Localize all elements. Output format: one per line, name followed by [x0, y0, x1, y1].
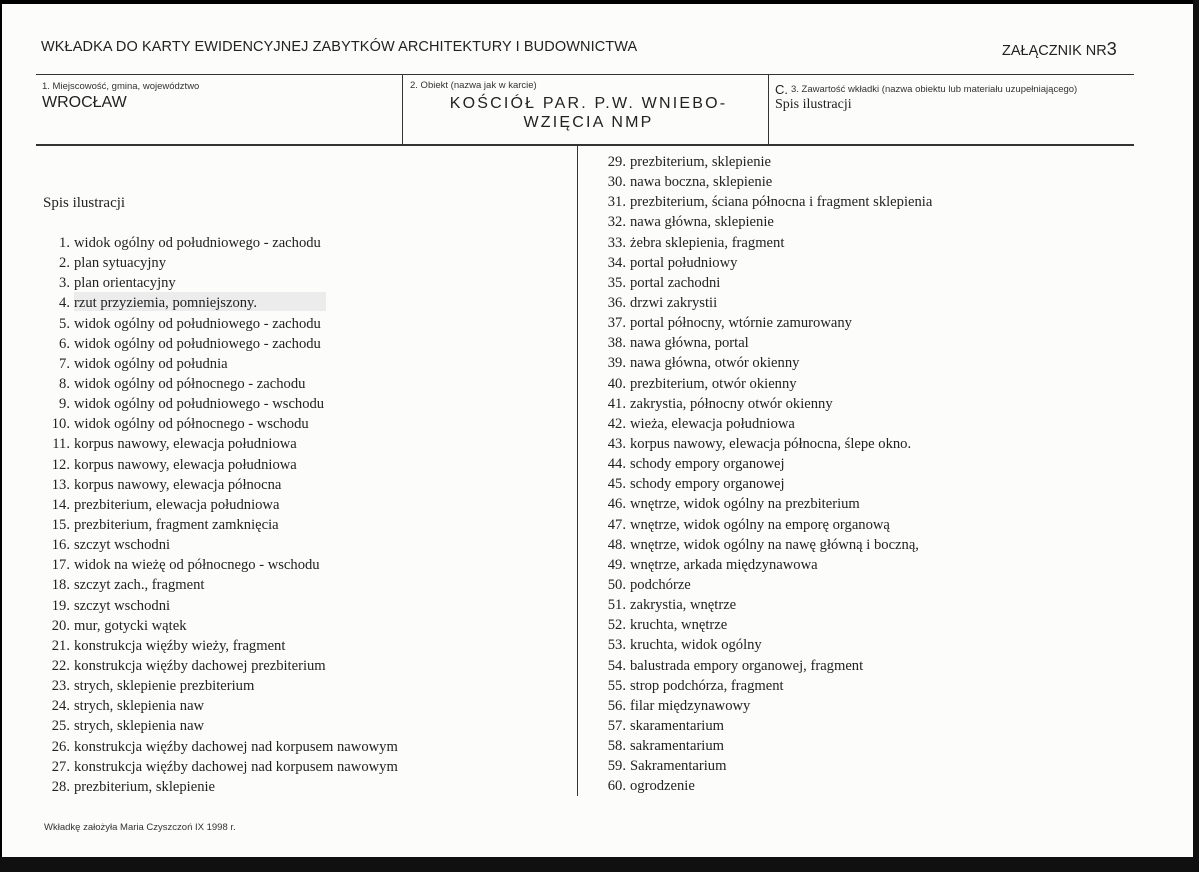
list-item — [596, 716, 932, 736]
item-text: widok ogólny od północnego - zachodu — [74, 375, 306, 392]
item-text: skaramentarium — [630, 717, 725, 734]
item-text: prezbiterium, fragment zamknięcia — [74, 516, 279, 533]
item-number: 60. — [607, 778, 626, 795]
list-item — [40, 596, 398, 616]
scan-border-right — [1193, 0, 1199, 872]
item-number: 46. — [607, 496, 626, 513]
list-item — [596, 515, 932, 535]
contents-label: 3. Zawartość wkładki (nazwa obiektu lub materiału uzupełniającego) — [791, 84, 1078, 95]
item-text: nawa główna, sklepienie — [630, 214, 774, 231]
item-number: 36. — [607, 294, 626, 311]
list-item — [40, 394, 398, 414]
object-value: KOŚCIÓŁ PAR. P.W. WNIEBO- WZIĘCIA NMP — [449, 95, 728, 131]
item-text: balustrada empory organowej, fragment — [630, 657, 864, 674]
contents-prefix: C. — [775, 82, 788, 97]
contents-value: Spis ilustracji — [775, 97, 852, 112]
list-item — [40, 334, 398, 354]
item-number: 27. — [51, 758, 70, 775]
item-text: wnętrze, widok ogólny na emporę organową — [630, 516, 890, 533]
item-number: 48. — [607, 536, 626, 553]
item-number: 17. — [51, 557, 70, 574]
item-number: 25. — [51, 718, 70, 735]
item-text: konstrukcja więźby dachowej nad korpusem nawowym — [74, 758, 398, 775]
header-top-rule — [36, 74, 1134, 75]
list-item — [40, 515, 398, 535]
item-number: 45. — [607, 476, 626, 493]
item-text: konstrukcja więźby dachowej nad korpusem nawowym — [74, 738, 398, 755]
list-item — [40, 676, 398, 696]
item-number: 24. — [51, 698, 70, 715]
list-item — [596, 253, 932, 273]
list-item — [596, 555, 932, 575]
item-number: 57. — [607, 717, 626, 734]
item-number: 3. — [59, 275, 70, 292]
item-number: 4. — [59, 295, 70, 312]
list-item — [596, 394, 932, 414]
list-title: Spis ilustracji — [43, 195, 126, 211]
item-number: 50. — [607, 576, 626, 593]
item-number: 55. — [607, 677, 626, 694]
list-item — [40, 434, 398, 454]
list-item — [40, 616, 398, 636]
item-text: prezbiterium, elewacja południowa — [74, 496, 280, 513]
list-item — [596, 293, 932, 313]
item-number: 1. — [59, 235, 70, 251]
list-item — [596, 192, 932, 212]
list-item — [40, 495, 398, 515]
item-text: sakramentarium — [630, 738, 725, 755]
item-text: prezbiterium, ściana północna i fragment sklepienia — [630, 194, 933, 211]
item-text: kruchta, wnętrze — [630, 617, 728, 634]
item-number: 6. — [59, 335, 70, 352]
field-divider-1 — [402, 74, 403, 145]
item-number: 14. — [51, 496, 70, 513]
item-number: 15. — [51, 516, 70, 533]
item-number: 49. — [607, 556, 626, 573]
item-number: 20. — [51, 617, 70, 634]
item-text: korpus nawowy, elewacja południowa — [74, 436, 297, 453]
locality-label: 1. Miejscowość, gmina, województwo — [42, 81, 200, 92]
item-number: 2. — [59, 255, 70, 272]
item-text: wnętrze, widok ogólny na prezbiterium — [630, 496, 860, 513]
list-item — [596, 756, 932, 776]
list-item — [596, 333, 932, 353]
item-text: strop podchórza, fragment — [630, 677, 784, 694]
item-text: drzwi zakrystii — [630, 294, 718, 311]
item-text: wnętrze, arkada międzynawowa — [630, 556, 818, 573]
item-number: 12. — [51, 456, 70, 473]
list-item — [596, 535, 932, 555]
list-item — [596, 615, 932, 635]
list-item — [40, 716, 398, 736]
scan-border-bottom — [0, 857, 1199, 872]
item-number: 40. — [607, 375, 626, 392]
list-item — [596, 273, 932, 293]
list-item — [40, 737, 398, 757]
item-text: nawa główna, otwór okienny — [630, 355, 800, 372]
item-text: plan sytuacyjny — [74, 255, 167, 272]
item-text: schody empory organowej — [630, 456, 785, 473]
list-item — [596, 494, 932, 514]
illustration-list-right — [596, 152, 932, 797]
item-text: widok ogólny od południowego - zachodu — [74, 315, 321, 332]
item-number: 59. — [607, 758, 626, 775]
item-number: 42. — [607, 415, 626, 432]
list-item — [40, 656, 398, 676]
item-number: 8. — [59, 375, 70, 392]
locality-value: WROCŁAW — [42, 94, 127, 111]
item-text: wnętrze, widok ogólny na nawę główną i boczną, — [630, 536, 919, 553]
list-item — [40, 757, 398, 777]
item-text: korpus nawowy, elewacja północna — [74, 476, 282, 493]
list-item — [596, 575, 932, 595]
list-item — [596, 434, 932, 454]
item-number: 22. — [51, 657, 70, 674]
item-text: widok ogólny od południowego - zachodu — [74, 235, 321, 251]
item-number: 32. — [607, 214, 626, 231]
list-item — [40, 354, 398, 374]
list-item — [40, 455, 398, 475]
item-text: prezbiterium, sklepienie — [74, 778, 216, 795]
item-number: 16. — [51, 537, 70, 554]
item-text: widok ogólny od południowego - zachodu — [74, 335, 321, 352]
item-number: 58. — [607, 738, 626, 755]
item-number: 28. — [51, 778, 70, 795]
item-text: kruchta, widok ogólny — [630, 637, 762, 654]
item-text: szczyt zach., fragment — [74, 577, 205, 594]
footer-note: Wkładkę założyła Maria Czyszczoń IX 1998 r. — [44, 822, 236, 833]
list-item — [596, 374, 932, 394]
item-text: prezbiterium, otwór okienny — [630, 375, 797, 392]
item-number: 19. — [51, 597, 70, 614]
item-number: 43. — [607, 435, 626, 452]
list-item — [40, 293, 398, 313]
item-text: szczyt wschodni — [74, 537, 171, 554]
item-number: 51. — [607, 597, 626, 614]
item-text: ogrodzenie — [630, 778, 695, 795]
list-item — [596, 152, 932, 172]
item-text: schody empory organowej — [630, 476, 785, 493]
item-text: zakrystia, wnętrze — [630, 597, 737, 614]
item-text: wieża, elewacja południowa — [630, 415, 795, 432]
list-item — [40, 696, 398, 716]
annex-label — [1002, 39, 1117, 60]
list-item — [40, 575, 398, 595]
item-number: 18. — [51, 577, 70, 594]
item-number: 26. — [51, 738, 70, 755]
record-card-sheet — [2, 4, 1196, 860]
form-title: WKŁADKA DO KARTY EWIDENCYJNEJ ZABYTKÓW ARCHITEKTURY I BUDOWNICTWA — [41, 39, 638, 55]
list-item — [40, 777, 398, 797]
item-text: portal południowy — [630, 254, 738, 271]
list-item — [596, 212, 932, 232]
list-item — [596, 696, 932, 716]
list-item — [596, 776, 932, 796]
item-number: 9. — [59, 396, 70, 413]
item-text: strych, sklepienie prezbiterium — [74, 678, 255, 695]
item-number: 33. — [607, 234, 626, 251]
item-number: 34. — [607, 254, 626, 271]
list-item — [40, 636, 398, 656]
item-text: widok na wieżę od północnego - wschodu — [74, 557, 320, 574]
item-text: korpus nawowy, elewacja południowa — [74, 456, 297, 473]
item-text: zakrystia, północny otwór okienny — [630, 395, 833, 412]
item-number: 23. — [51, 678, 70, 695]
item-number: 56. — [607, 697, 626, 714]
item-number: 54. — [607, 657, 626, 674]
illustration-list-left — [40, 233, 398, 797]
item-number: 41. — [607, 395, 626, 412]
item-text: portal północny, wtórnie zamurowany — [630, 315, 852, 332]
item-text: korpus nawowy, elewacja północna, ślepe okno. — [630, 435, 912, 452]
item-number: 5. — [59, 315, 70, 332]
item-text: prezbiterium, sklepienie — [630, 154, 772, 170]
list-item — [596, 595, 932, 615]
list-item — [40, 475, 398, 495]
item-text: widok ogólny od południa — [74, 355, 228, 372]
list-item — [40, 414, 398, 434]
item-number: 53. — [607, 637, 626, 654]
item-text: szczyt wschodni — [74, 597, 171, 614]
item-text: widok ogólny od północnego - wschodu — [74, 416, 309, 433]
list-item — [40, 535, 398, 555]
item-text: mur, gotycki wątek — [74, 617, 187, 634]
annex-number: 3 — [1106, 39, 1117, 59]
list-item — [40, 233, 398, 253]
object-label: 2. Obiekt (nazwa jak w karcie) — [410, 80, 537, 91]
item-number: 44. — [607, 456, 626, 473]
item-number: 38. — [607, 335, 626, 352]
list-item — [596, 635, 932, 655]
item-number: 21. — [51, 637, 70, 654]
item-text: rzut przyziemia, pomniejszony. — [74, 295, 258, 312]
item-text: portal zachodni — [630, 274, 721, 291]
item-number: 30. — [607, 174, 626, 191]
list-item — [596, 676, 932, 696]
list-item — [596, 313, 932, 333]
item-number: 11. — [52, 436, 70, 453]
header-bottom-rule — [36, 144, 1134, 146]
list-item — [40, 253, 398, 273]
item-text: konstrukcja więźby dachowej prezbiterium — [74, 657, 326, 674]
item-text: nawa główna, portal — [630, 335, 749, 352]
list-item — [596, 353, 932, 373]
item-text: Sakramentarium — [630, 758, 727, 775]
item-number: 7. — [59, 355, 70, 372]
item-number: 37. — [607, 315, 626, 332]
item-number: 39. — [607, 355, 626, 372]
item-number: 52. — [607, 617, 626, 634]
item-text: widok ogólny od południowego - wschodu — [74, 396, 325, 413]
item-text: nawa boczna, sklepienie — [630, 174, 773, 191]
item-number: 31. — [607, 194, 626, 211]
item-number: 10. — [51, 416, 70, 433]
item-text: strych, sklepienia naw — [74, 698, 205, 715]
list-item — [40, 555, 398, 575]
list-item — [40, 314, 398, 334]
column-divider — [577, 146, 578, 796]
list-item — [596, 454, 932, 474]
item-number: 13. — [51, 476, 70, 493]
list-item — [40, 374, 398, 394]
item-number: 47. — [607, 516, 626, 533]
item-text: plan orientacyjny — [74, 275, 176, 292]
item-number: 29. — [607, 154, 626, 170]
item-text: konstrukcja więźby wieży, fragment — [74, 637, 286, 654]
annex-label-text: ZAŁĄCZNIK NR — [1002, 43, 1107, 59]
item-text: żebra sklepienia, fragment — [630, 234, 785, 251]
list-item — [40, 273, 398, 293]
list-item — [596, 656, 932, 676]
item-text: podchórze — [630, 576, 691, 593]
list-item — [596, 474, 932, 494]
list-item — [596, 414, 932, 434]
item-number: 35. — [607, 274, 626, 291]
item-text: filar międzynawowy — [630, 697, 751, 714]
list-item — [596, 736, 932, 756]
list-item — [596, 172, 932, 192]
list-item — [596, 233, 932, 253]
item-text: strych, sklepienia naw — [74, 718, 205, 735]
